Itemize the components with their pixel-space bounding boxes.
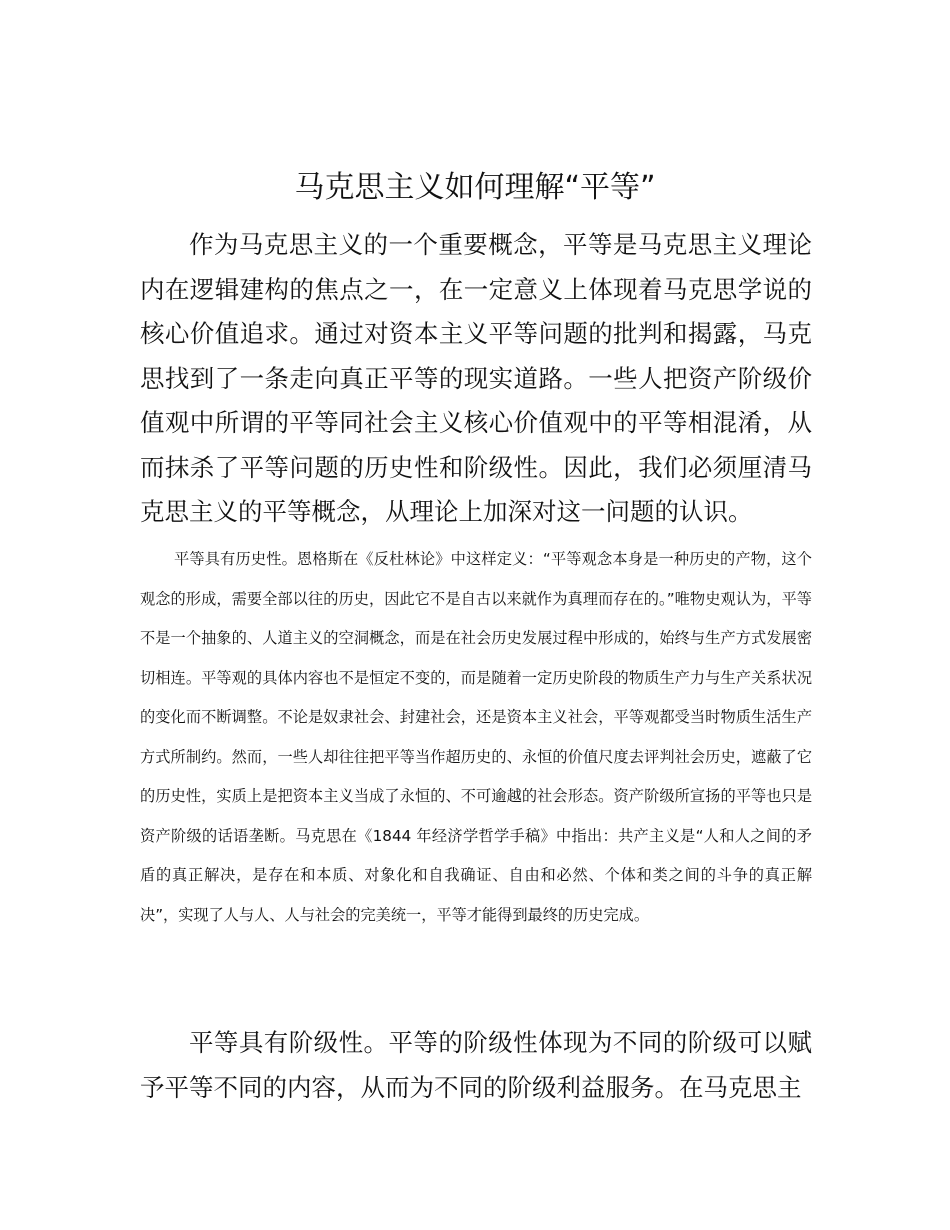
paragraph-intro: 作为马克思主义的一个重要概念，平等是马克思主义理论内在逻辑建构的焦点之一，在一定意义上体现着马克思学说的核心价值追求。通过对资本主义平等问题的批判和揭露，马克思找到了一条走向真正平等的现实道路。一些人把资产阶级价值观中所谓的平等同社会主义核心价值观中的平等相混淆，从而抹杀了平等问题的历史性和阶级性。因此，我们必须厘清马克思主义的平等概念，从理论上加深对这一问题的认识。 (140, 230, 812, 526)
paragraph-historicity: 平等具有历史性。恩格斯在《反杜林论》中这样定义：“平等观念本身是一种历史的产物，这个观念的形成，需要全部以往的历史，因此它不是自古以来就作为真理而存在的。”唯物史观认为，平等不是一个抽象的、人道主义的空洞概念，而是在社会历史发展过程中形成的，始终与生产方式发展密切相连。平等观的具体内容也不是恒定不变的，而是随着一定历史阶段的物质生产力与生产关系状况的变化而不断调整。不论是奴隶社会、封建社会，还是资本主义社会，平等观都受当时物质生活生产方式所制约。然而，一些人却往往把平等当作超历史的、永恒的价值尺度去评判社会历史，遮蔽了它的历史性，实质上是把资本主义当成了永恒的、不可逾越的社会形态。资产阶级所宣扬的平等也只是资产阶级的话语垄断。马克思在《1844 年经济学哲学手稿》中指出：共产主义是“人和人之间的矛盾的真正解决，是存在和本质、对象化和自我确证、自由和必然、个体和类之间的斗争的真正解决”，实现了人与人、人与社会的完美统一，平等才能得到最终的历史完成。 (140, 550, 812, 924)
document-title: 马克思主义如何理解“平等” (294, 170, 656, 205)
paragraph-class-nature: 平等具有阶级性。平等的阶级性体现为不同的阶级可以赋予平等不同的内容，从而为不同的阶级利益服务。在马克思主 (140, 1028, 812, 1102)
